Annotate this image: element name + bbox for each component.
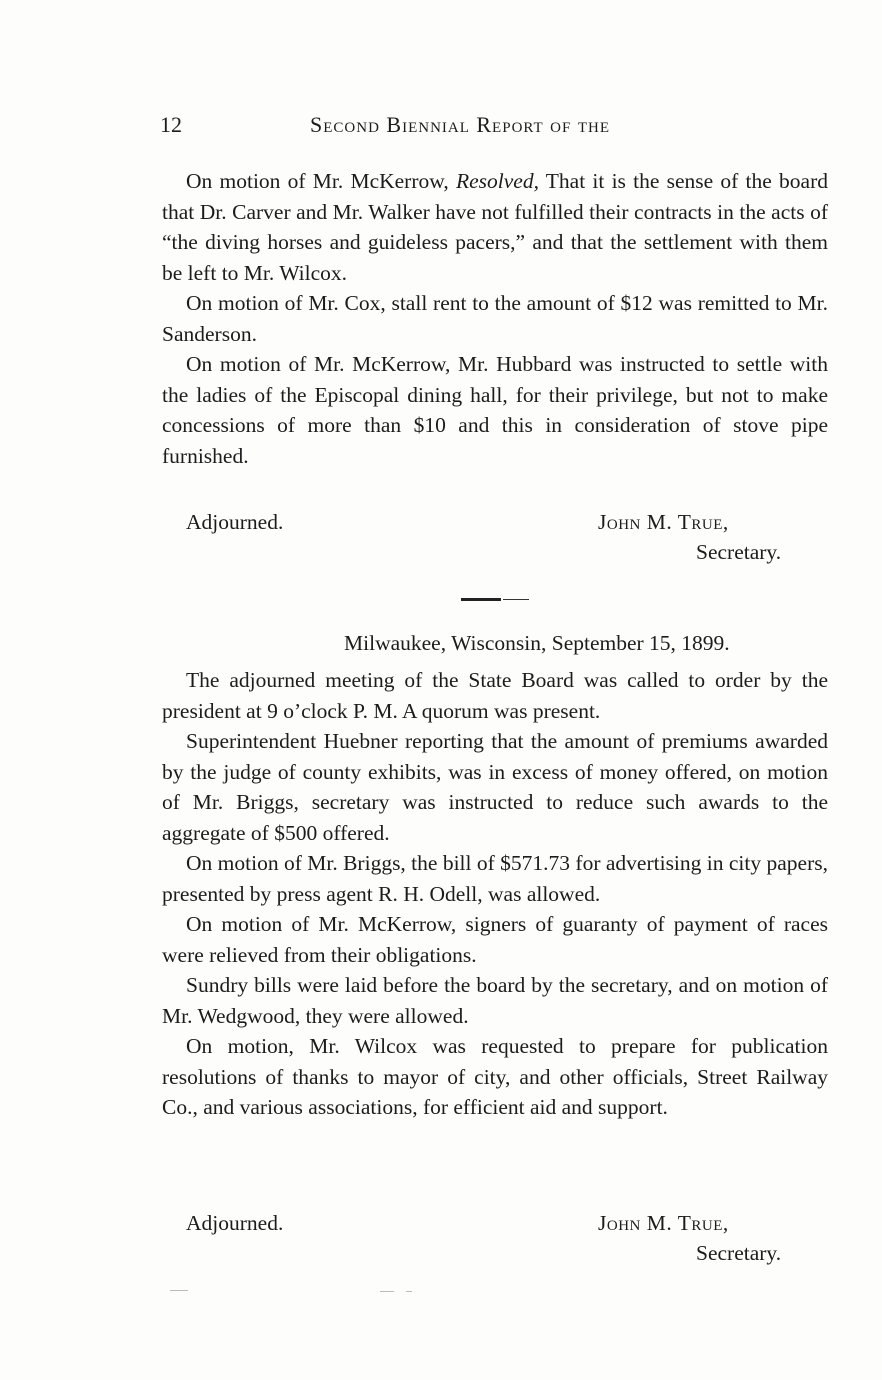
minutes-section-2 bbox=[162, 665, 828, 1123]
signature-name: John M. True, bbox=[598, 510, 729, 534]
dateline: Milwaukee, Wisconsin, September 15, 1899. bbox=[344, 631, 730, 655]
divider-rule bbox=[503, 599, 529, 600]
paragraph-text: On motion of Mr. McKerrow, bbox=[186, 169, 456, 193]
paragraph: On motion of Mr. Briggs, the bill of $571.73 for advertising in city papers, presented by press agent R. H. Odell, was allowed. bbox=[162, 851, 828, 906]
paragraph-text: That it is the sense of the board that Dr. Carver and Mr. Walker have not fulfilled their contracts in the acts of “the diving horses and guideless pacers,” and that the settlement with them be left to Mr. Wilcox. bbox=[162, 169, 828, 285]
page-number: 12 bbox=[160, 112, 182, 137]
paragraph-emphasis: Resolved, bbox=[455, 169, 539, 193]
signature-title: Secretary. bbox=[696, 1241, 782, 1265]
adjourned-text: Adjourned. bbox=[186, 1211, 284, 1235]
section-divider bbox=[461, 598, 529, 600]
divider-rule bbox=[461, 598, 501, 601]
scan-specks bbox=[170, 1288, 470, 1294]
paragraph: Superintendent Huebner reporting that the amount of premiums awarded by the judge of county exhibits, was in excess of money offered, on motion of Mr. Briggs, secretary was instructed to reduce such awards to the aggregate of $500 offered. bbox=[162, 729, 828, 845]
page-header bbox=[160, 112, 820, 146]
paragraph: On motion of Mr. McKerrow, Mr. Hubbard was instructed to settle with the ladies of the Episcopal dining hall, for their privilege, but not to make concessions of more than $10 and this in consideration of stove pipe furnished. bbox=[162, 352, 828, 468]
paragraph: On motion of Mr. McKerrow, signers of guaranty of payment of races were relieved from their obligations. bbox=[162, 912, 828, 967]
paragraph: Sundry bills were laid before the board by the secretary, and on motion of Mr. Wedgwood, they were allowed. bbox=[162, 973, 828, 1028]
minutes-section-1 bbox=[162, 166, 828, 471]
adjourned-text: Adjourned. bbox=[186, 510, 284, 534]
signature-title: Secretary. bbox=[696, 540, 782, 564]
speck bbox=[170, 1290, 188, 1291]
paragraph bbox=[162, 166, 828, 288]
paragraph: On motion of Mr. Cox, stall rent to the amount of $12 was remitted to Mr. Sanderson. bbox=[162, 291, 828, 346]
paragraph: The adjourned meeting of the State Board was called to order by the president at 9 o’clock P. M. A quorum was present. bbox=[162, 668, 828, 723]
speck bbox=[406, 1291, 412, 1292]
speck bbox=[380, 1291, 394, 1292]
signature-name: John M. True, bbox=[598, 1211, 729, 1235]
running-head: Second Biennial Report of the bbox=[310, 112, 610, 137]
paragraph: On motion, Mr. Wilcox was requested to prepare for publication resolutions of thanks to mayor of city, and other officials, Street Railway Co., and various associations, for efficient aid and support. bbox=[162, 1034, 828, 1119]
